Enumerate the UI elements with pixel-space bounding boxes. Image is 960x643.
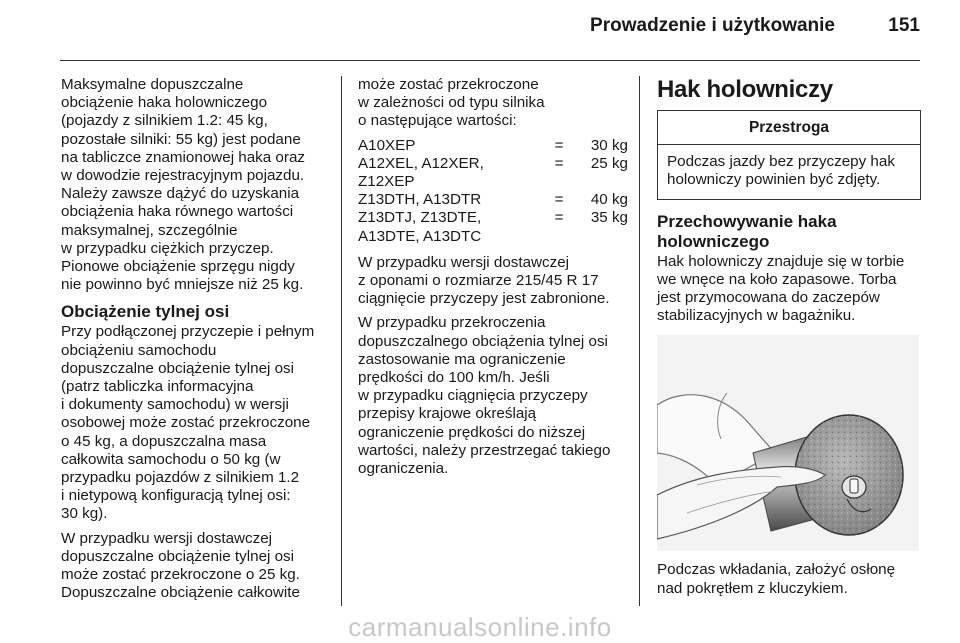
continued-paragraph: może zostać przekroczone w zależności od typu silnika o następujące wartości: — [358, 76, 545, 130]
engine-name: A10XEP — [358, 136, 416, 154]
tow-hook-cover-illustration — [657, 335, 919, 551]
watermark: carmanualsonline.info — [348, 612, 612, 642]
caution-box — [657, 110, 921, 200]
engine-name: Z13DTJ, Z13DTE, A13DTE, A13DTC — [358, 209, 482, 245]
header-divider — [60, 60, 920, 61]
speed-limit-paragraph: W przypadku przekroczenia dopuszczalnego obciążenia tylnej osi zastosowanie ma ograniczenie prędkości do 100 km/h. Jeśli w przypadku ciągnięcia przyczepy przepisy krajowe określają ograniczenie prędkości do niższej wartości, należy przestrzegać takiego ograniczenia. — [358, 314, 611, 478]
column-2 — [358, 76, 628, 484]
column-1 — [61, 76, 327, 608]
storage-paragraph: Hak holowniczy znajduje się w torbie we wnęce na koło zapasowe. Torba jest przymocowana do zaczepów stabilizacyjnych w bagażniku. — [657, 252, 905, 325]
load-value: 40 kg — [590, 191, 628, 209]
table-row — [358, 191, 628, 209]
tow-hook-load-paragraph: Maksymalne dopuszczalne obciążenie haka holowniczego (pojazdy z silnikiem 1.2: 45 kg, pozostałe silniki: 55 kg) jest podane na tabliczce znamionowej haka oraz w dowodzie rejestracyjnym pojazdu. Należy zawsze dążyć do uzyskania obciążenia haka równego wartości maksymalnej, szczególnie w przypadku ciężkich przyczep. Pionowe obciążenie sprzęgu nigdy nie powinno być mniejsze niż 25 kg. — [61, 76, 305, 294]
equals-sign: = — [554, 154, 564, 172]
hand-cover-illustration — [657, 335, 919, 551]
illustration-caption: Podczas wkładania, założyć osłonę nad pokrętłem z kluczykiem. — [657, 561, 896, 597]
equals-sign: = — [554, 136, 564, 154]
table-row — [358, 137, 628, 155]
table-row — [358, 209, 628, 245]
page-header-title: Prowadzenie i użytkowanie — [590, 15, 835, 36]
page-header — [0, 0, 960, 58]
load-value: 25 kg — [590, 154, 628, 172]
engine-name: A12XEL, A12XER, Z12XEP — [358, 154, 484, 191]
column-divider-2 — [639, 76, 640, 606]
table-row — [358, 155, 628, 191]
load-value: 35 kg — [590, 209, 628, 227]
caution-text: Podczas jazdy bez przyczepy hak holowniczy powinien być zdjęty. — [667, 153, 895, 189]
equals-sign: = — [554, 209, 564, 227]
engine-load-table — [358, 137, 628, 246]
column-3 — [657, 76, 923, 604]
engine-name: Z13DTH, A13DTR — [358, 191, 482, 209]
page-number: 151 — [888, 15, 920, 36]
van-version-paragraph: W przypadku wersji dostawczej dopuszczalne obciążenie tylnej osi może zostać przekroczone o 25 kg. Dopuszczalne obciążenie całkowite — [61, 529, 300, 602]
tyres-paragraph: W przypadku wersji dostawczej z oponami o rozmiarze 215/45 R 17 ciągnięcie przyczepy jest zabronione. — [358, 253, 610, 308]
section-heading: Hak holowniczy — [657, 76, 833, 103]
caution-title: Przestroga — [658, 111, 920, 145]
equals-sign: = — [554, 191, 564, 209]
storage-heading: Przechowywanie haka holowniczego — [657, 211, 837, 251]
load-value: 30 kg — [590, 136, 628, 154]
rear-axle-heading: Obciążenie tylnej osi — [61, 302, 230, 322]
column-divider-1 — [341, 76, 342, 606]
rear-axle-paragraph: Przy podłączonej przyczepie i pełnym obciążeniu samochodu dopuszczalne obciążenie tylnej osi (patrz tabliczka informacyjna i dokumenty samochodu) w wersji osobowej może zostać przekroczone o 45 kg, a dopuszczalna masa całkowita samochodu o 50 kg (w przypadku pojazdów z silnikiem 1.2 i nietypową konfiguracją tylnej osi: 30 kg). — [61, 323, 315, 523]
